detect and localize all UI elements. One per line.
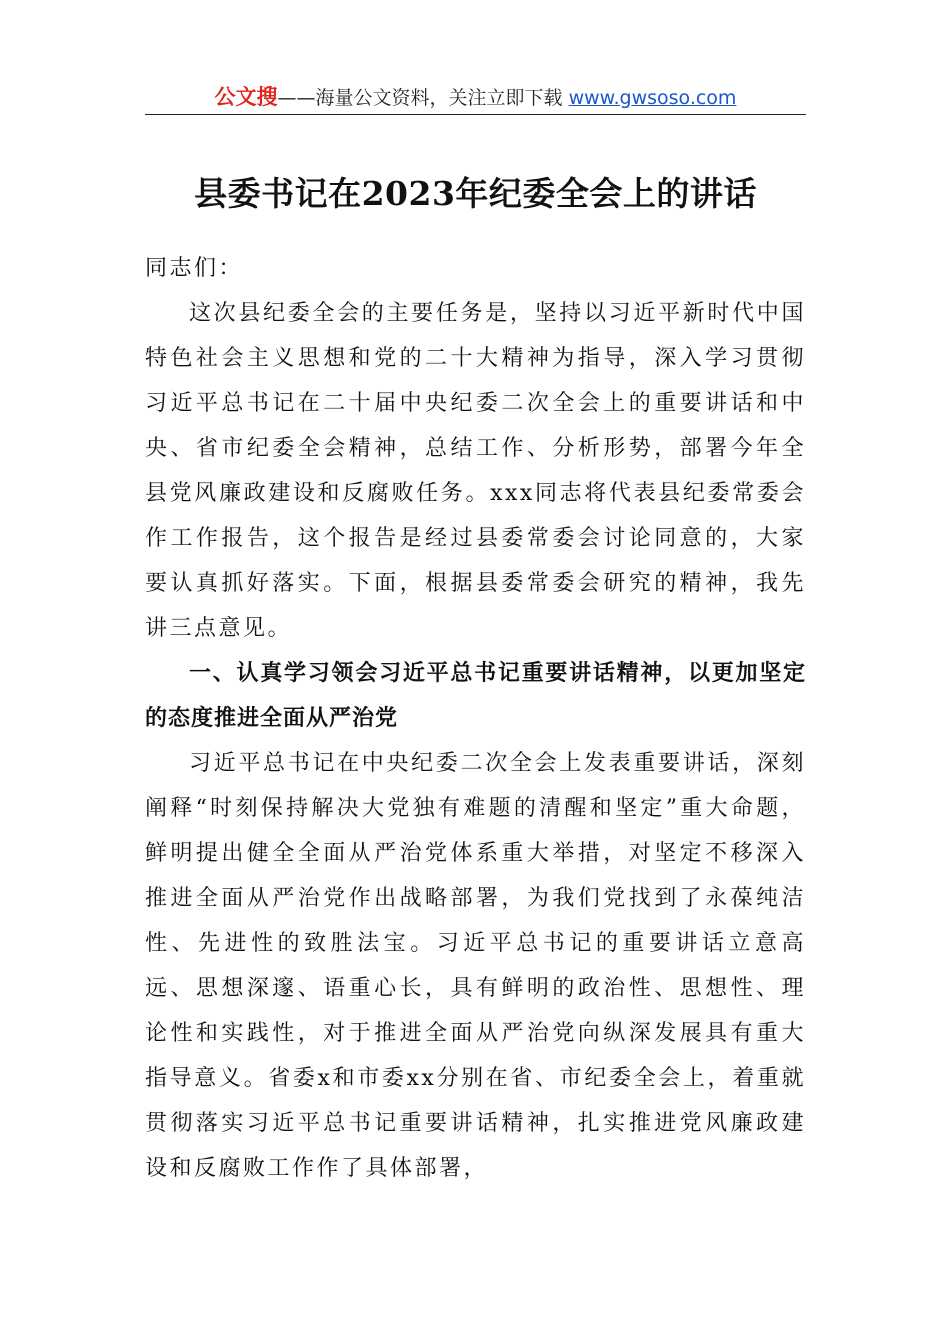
salutation: 同志们： — [145, 256, 244, 281]
brand-logo-text: 公文搜 — [214, 85, 278, 109]
paragraph-section-1: 习近平总书记在中央纪委二次全会上发表重要讲话，深刻阐释“时刻保持解决大党独有难题的清醒和坚定”重大命题，鲜明提出健全全面从严治党体系重大举措，对坚定不移深入推进全面从严治党作出战略部署，为我们党找到了永葆纯洁性、先进性的致胜法宝。习近平总书记的重要讲话立意高远、思想深邃、语重心长，具有鲜明的政治性、思想性、理论性和实践性，对于推进全面从严治党向纵深发展具有重大指导意义。省委x和市委xx分别在省、市纪委全会上，着重就贯彻落实习近平总书记重要讲话精神，扎实推进党风廉政建设和反腐败工作作了具体部署， — [145, 751, 806, 1181]
page-header — [145, 80, 806, 114]
header-tagline: ——海量公文资料，关注立即下载 — [277, 87, 563, 109]
header-divider — [145, 114, 806, 115]
paragraph-intro: 这次县纪委全会的主要任务是，坚持以习近平新时代中国特色社会主义思想和党的二十大精神为指导，深入学习贯彻习近平总书记在二十届中央纪委二次全会上的重要讲话和中央、省市纪委全会精神，总结工作、分析形势，部署今年全县党风廉政建设和反腐败任务。xxx同志将代表县纪委常委会作工作报告，这个报告是经过县委常委会讨论同意的，大家要认真抓好落实。下面，根据县委常委会研究的精神，我先讲三点意见。 — [145, 301, 806, 641]
document-body — [145, 246, 806, 1191]
document-title: 县委书记在2023年纪委全会上的讲话 — [194, 174, 757, 213]
section-heading-1: 一、认真学习领会习近平总书记重要讲话精神，以更加坚定的态度推进全面从严治党 — [145, 661, 806, 731]
website-link[interactable]: www.gwsoso.com — [568, 87, 737, 109]
